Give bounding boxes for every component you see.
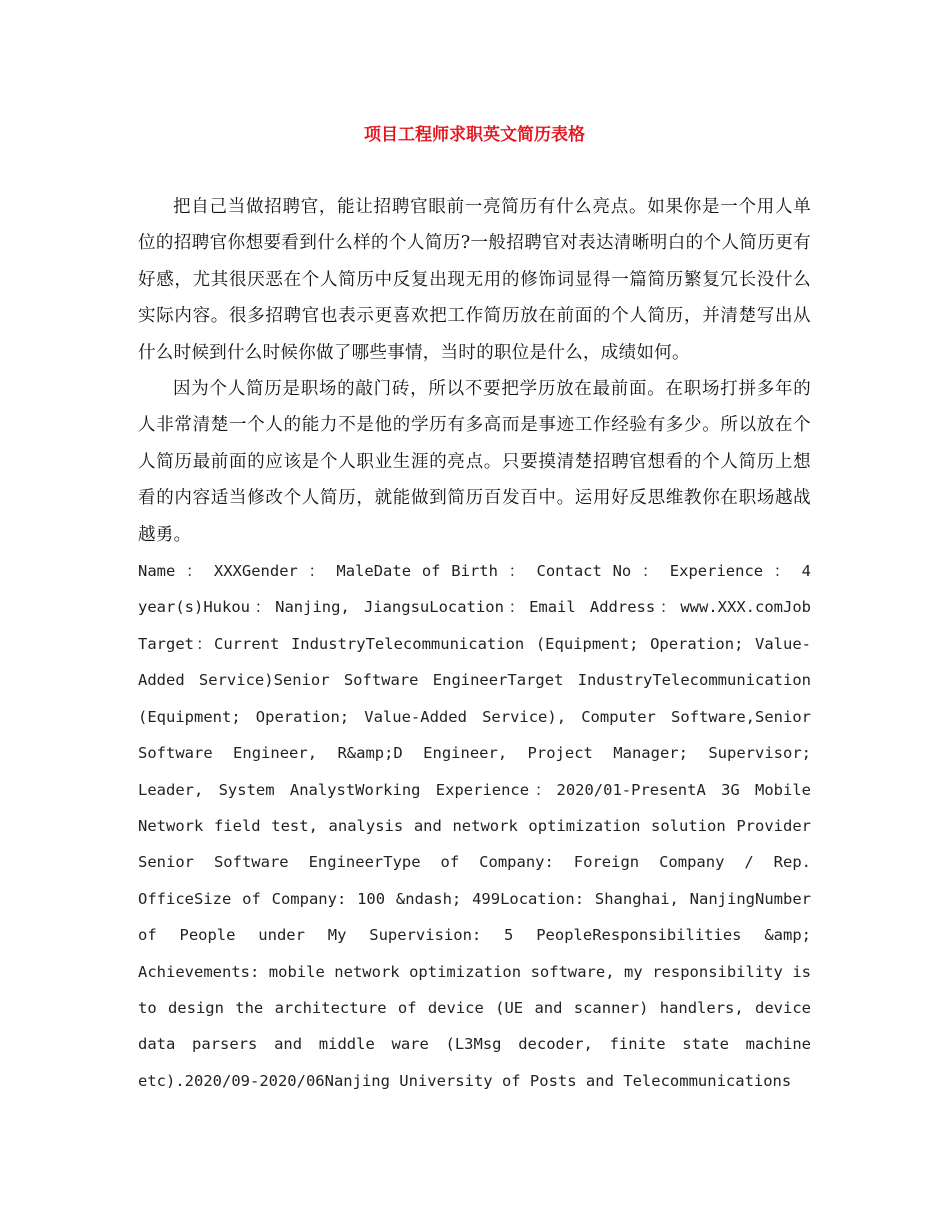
advice-paragraph: 因为个人简历是职场的敲门砖，所以不要把学历放在最前面。在职场打拼多年的人非常清楚一个人的能力不是他的学历有多高而是事迹工作经验有多少。所以放在个人简历最前面的应该是个人职业生涯的亮点。只要摸清楚招聘官想看的个人简历上想看的内容适当修改个人简历，就能做到简历百发百中。运用好反思维教你在职场越战越勇。 (138, 379, 811, 545)
document-title: 项目工程师求职英文简历表格 (364, 125, 585, 145)
resume-text-block: Name ： XXXGender ： MaleDate of Birth ： Contact No ： Experience ： 4 year(s)Hukou：Nanjing, JiangsuLocation：Email Address：www.XXX.comJob Target：Current IndustryTelecommunication (Equipment; Operation; Value-Added Service)Senior Software EngineerTarget IndustryTelecommunication (Equipment; Operation; Value-Added Service), Computer Software,Senior Software Engineer, R&amp;D Engineer, Project Manager; Supervisor; Leader, System AnalystWorking Experience：2020/01-PresentA 3G Mobile Network field test, analysis and network optimization solution Provider Senior Software EngineerType of Company: Foreign Company / Rep. OfficeSize of Company: 100 &ndash; 499Location: Shanghai, NanjingNumber of People under My Supervision: 5 PeopleResponsibilities &amp; Achievements: mobile network optimization software, my responsibility is to design the architecture of device (UE and scanner) handlers, device data parsers and middle ware (L3Msg decoder, finite state machine etc).2020/09-2020/06Nanjing University of Posts and Telecommunications (138, 562, 811, 1090)
intro-paragraph: 把自己当做招聘官，能让招聘官眼前一亮简历有什么亮点。如果你是一个用人单位的招聘官你想要看到什么样的个人简历?一般招聘官对表达清晰明白的个人简历更有好感，尤其很厌恶在个人简历中反复出现无用的修饰词显得一篇简历繁复冗长没什么实际内容。很多招聘官也表示更喜欢把工作简历放在前面的个人简历，并清楚写出从什么时候到什么时候你做了哪些事情，当时的职位是什么，成绩如何。 (138, 197, 811, 363)
document-body (138, 189, 811, 1099)
